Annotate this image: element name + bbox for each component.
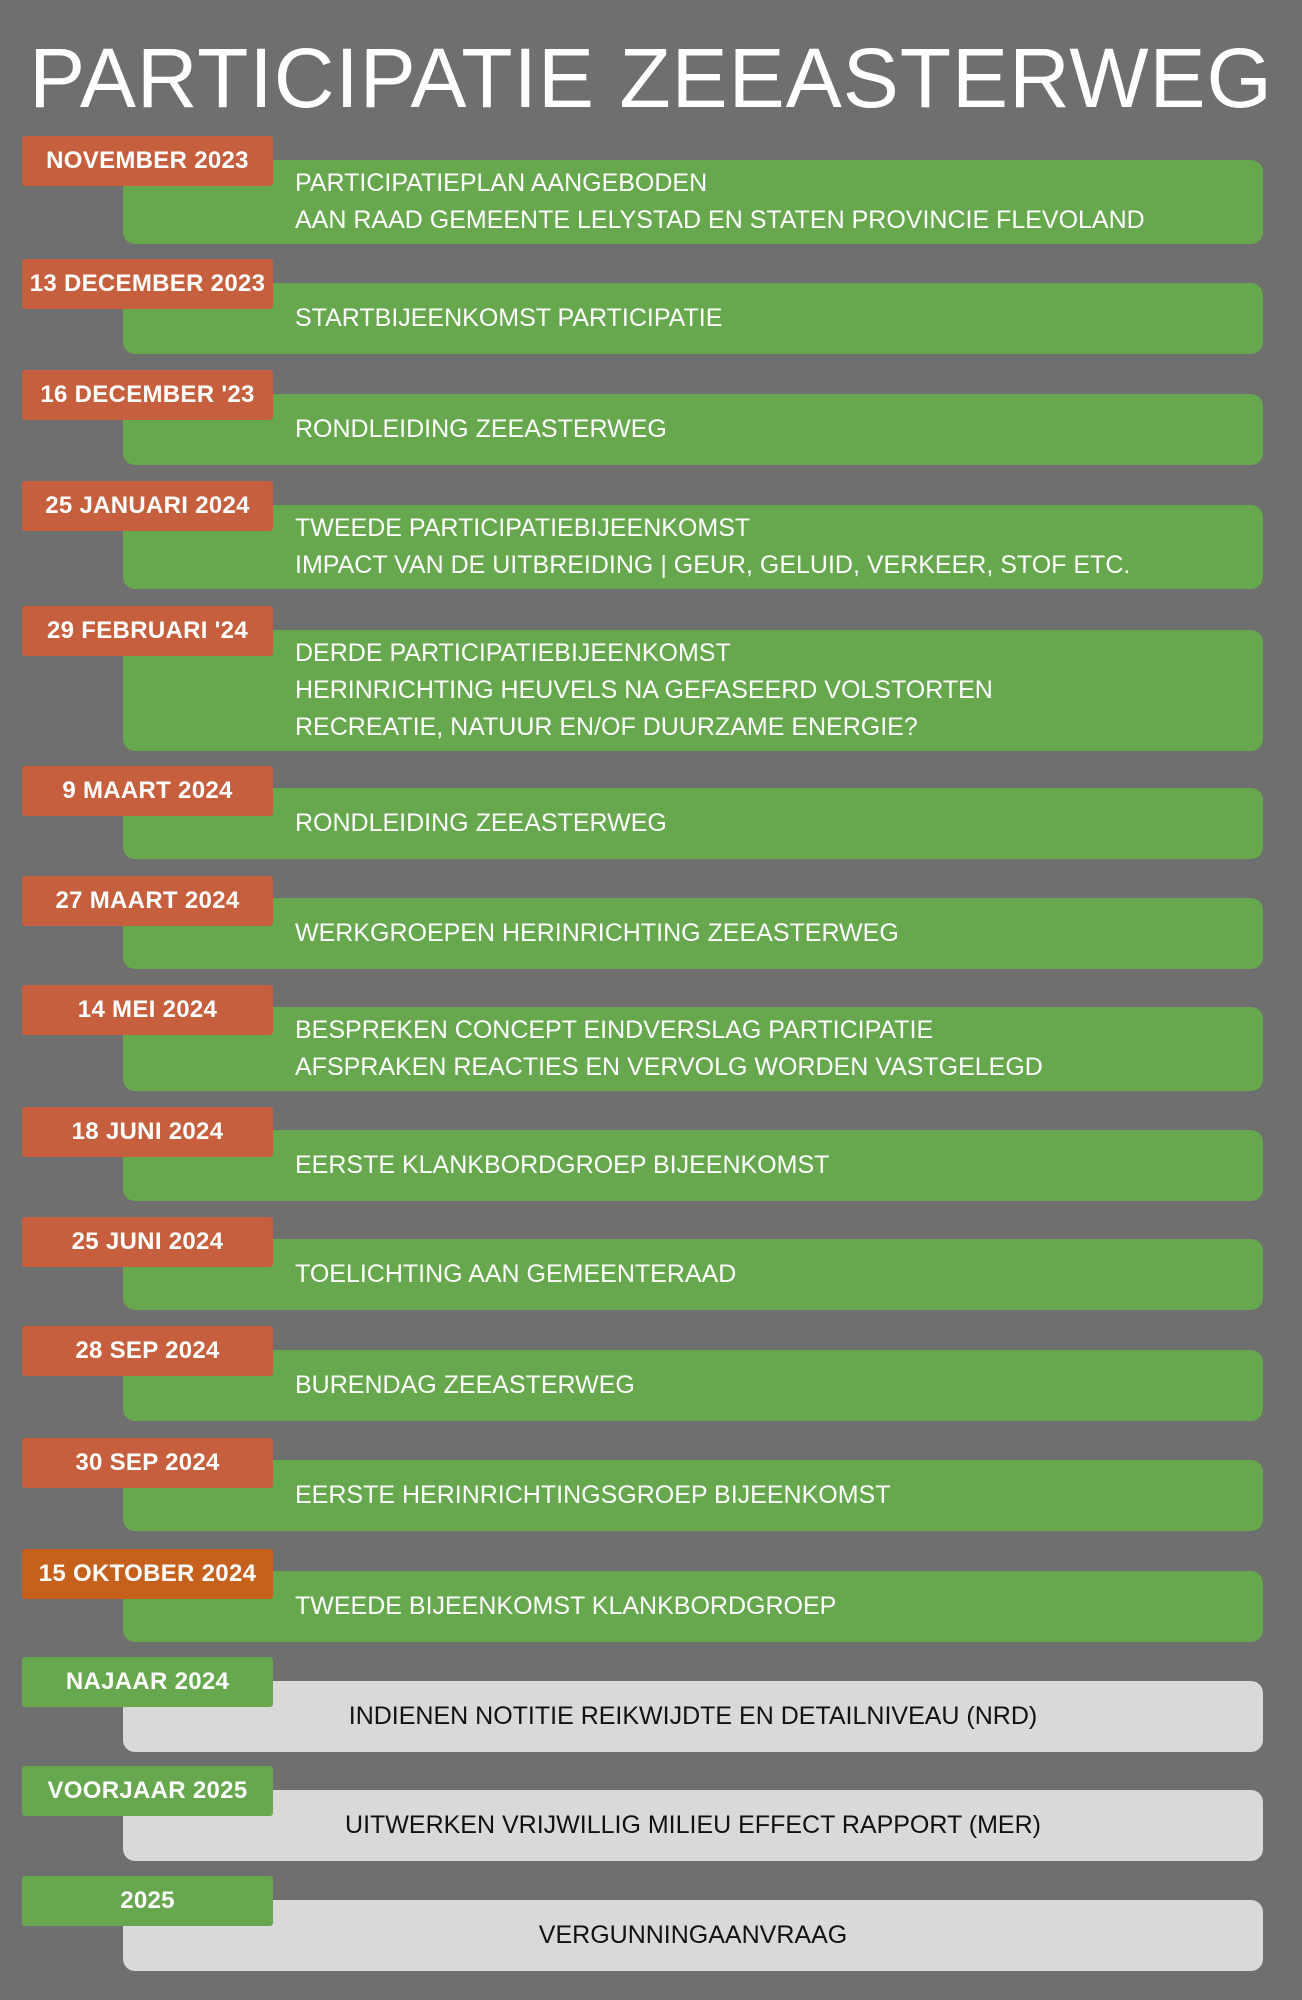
item-line: AFSPRAKEN REACTIES EN VERVOLG WORDEN VASTGELEGD [295, 1053, 1043, 1081]
date-label-15: 2025 [22, 1876, 273, 1926]
item-line: TOELICHTING AAN GEMEENTERAAD [295, 1260, 737, 1288]
date-label-11: 30 SEP 2024 [22, 1438, 273, 1488]
item-line: BESPREKEN CONCEPT EINDVERSLAG PARTICIPATIE [295, 1016, 934, 1044]
item-line: UITWERKEN VRIJWILLIG MILIEU EFFECT RAPPORT (MER) [345, 1811, 1041, 1839]
timeline-item-2 [123, 394, 1263, 465]
item-line: BURENDAG ZEEASTERWEG [295, 1371, 635, 1399]
item-line: DERDE PARTICIPATIEBIJEENKOMST [295, 639, 731, 667]
item-line: INDIENEN NOTITIE REIKWIJDTE EN DETAILNIVEAU (NRD) [348, 1702, 1038, 1730]
date-label-4: 29 FEBRUARI '24 [22, 606, 273, 656]
item-line: PARTICIPATIEPLAN AANGEBODEN [295, 169, 708, 197]
item-line: WERKGROEPEN HERINRICHTING ZEEASTERWEG [295, 919, 899, 947]
date-label-8: 18 JUNI 2024 [22, 1107, 273, 1157]
date-label-9: 25 JUNI 2024 [22, 1217, 273, 1267]
date-label-12: 15 OKTOBER 2024 [22, 1549, 273, 1599]
timeline-item-5 [123, 788, 1263, 859]
date-label-1: 13 DECEMBER 2023 [22, 259, 273, 309]
date-label-0: NOVEMBER 2023 [22, 136, 273, 186]
date-label-6: 27 MAART 2024 [22, 876, 273, 926]
item-line: RECREATIE, NATUUR EN/OF DUURZAME ENERGIE? [295, 713, 918, 741]
item-line: STARTBIJEENKOMST PARTICIPATIE [295, 304, 723, 332]
timeline-item-7 [123, 1007, 1263, 1091]
timeline-item-4 [123, 630, 1263, 751]
item-line: EERSTE KLANKBORDGROEP BIJEENKOMST [295, 1151, 830, 1179]
date-label-13: NAJAAR 2024 [22, 1657, 273, 1707]
date-label-5: 9 MAART 2024 [22, 766, 273, 816]
timeline-item-6 [123, 898, 1263, 969]
timeline-item-1 [123, 283, 1263, 354]
item-line: AAN RAAD GEMEENTE LELYSTAD EN STATEN PROVINCIE FLEVOLAND [295, 206, 1145, 234]
date-label-14: VOORJAAR 2025 [22, 1766, 273, 1816]
item-line: VERGUNNINGAANVRAAG [538, 1921, 848, 1949]
item-line: HERINRICHTING HEUVELS NA GEFASEERD VOLSTORTEN [295, 676, 993, 704]
date-label-3: 25 JANUARI 2024 [22, 481, 273, 531]
timeline-item-10 [123, 1350, 1263, 1421]
date-label-2: 16 DECEMBER '23 [22, 370, 273, 420]
timeline-item-9 [123, 1239, 1263, 1310]
date-label-7: 14 MEI 2024 [22, 985, 273, 1035]
date-label-10: 28 SEP 2024 [22, 1326, 273, 1376]
item-line: TWEEDE BIJEENKOMST KLANKBORDGROEP [295, 1592, 837, 1620]
item-line: IMPACT VAN DE UITBREIDING | GEUR, GELUID, VERKEER, STOF ETC. [295, 551, 1131, 579]
timeline-item-12 [123, 1571, 1263, 1642]
timeline-item-15 [123, 1900, 1263, 1971]
timeline-item-0 [123, 160, 1263, 244]
timeline-item-3 [123, 505, 1263, 589]
item-line: RONDLEIDING ZEEASTERWEG [295, 809, 667, 837]
timeline-item-14 [123, 1790, 1263, 1861]
timeline-item-11 [123, 1460, 1263, 1531]
timeline-item-8 [123, 1130, 1263, 1201]
item-line: RONDLEIDING ZEEASTERWEG [295, 415, 667, 443]
item-line: EERSTE HERINRICHTINGSGROEP BIJEENKOMST [295, 1481, 891, 1509]
page-title: PARTICIPATIE ZEEASTERWEG [29, 31, 1273, 125]
item-line: TWEEDE PARTICIPATIEBIJEENKOMST [295, 514, 751, 542]
timeline-item-13 [123, 1681, 1263, 1752]
